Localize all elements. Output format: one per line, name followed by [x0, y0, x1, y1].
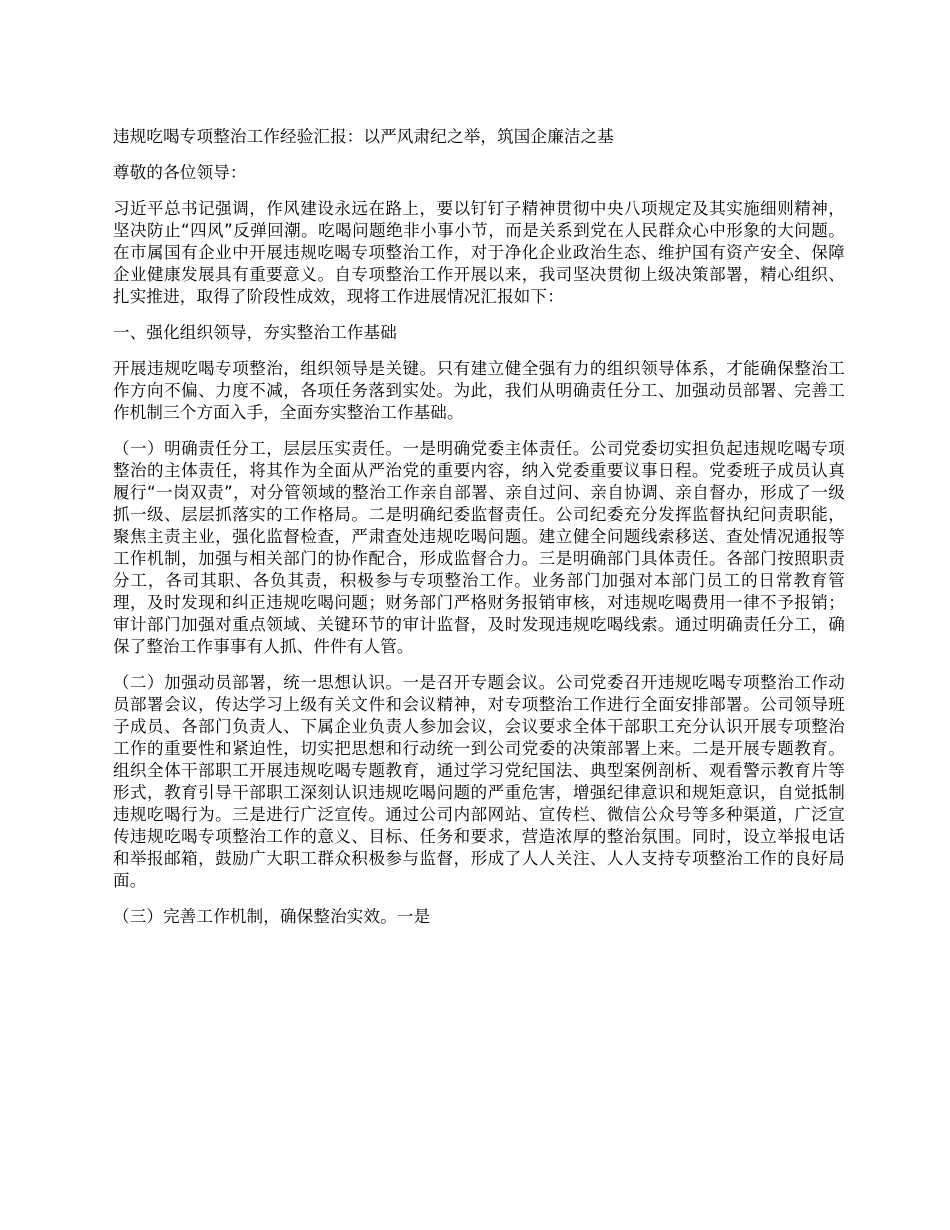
salutation: 尊敬的各位领导： — [113, 163, 247, 182]
subsection-1-paragraph: （一）明确责任分工，层层压实责任。一是明确党委主体责任。公司党委切实担负起违规吃喝专项整治的主体责任，将其作为全面从严治党的重要内容，纳入党委重要议事日程。党委班子成员认真履行“一岗双责”，对分管领域的整治工作亲自部署、亲自过问、亲自协调、亲自督办，形成了一级抓一级、层层抓落实的工作格局。二是明确纪委监督责任。公司纪委充分发挥监督执纪问责职能，聚焦主责主业，强化监督检查，严肃查处违规吃喝问题。建立健全问题线索移送、查处情况通报等工作机制，加强与相关部门的协作配合，形成监督合力。三是明确部门具体责任。各部门按照职责分工，各司其职、各负其责，积极参与专项整治工作。业务部门加强对本部门员工的日常教育管理，及时发现和纠正违规吃喝问题；财务部门严格财务报销审核，对违规吃喝费用一律不予报销；审计部门加强对重点领域、关键环节的审计监督，及时发现违规吃喝线索。通过明确责任分工，确保了整治工作事事有人抓、件件有人管。 — [113, 439, 845, 656]
subsection-2-paragraph: （二）加强动员部署，统一思想认识。一是召开专题会议。公司党委召开违规吃喝专项整治工作动员部署会议，传达学习上级有关文件和会议精神，对专项整治工作进行全面安排部署。公司领导班子成员、各部门负责人、下属企业负责人参加会议，会议要求全体干部职工充分认识开展专项整治工作的重要性和紧迫性，切实把思想和行动统一到公司党委的决策部署上来。二是开展专题教育。组织全体干部职工开展违规吃喝专题教育，通过学习党纪国法、典型案例剖析、观看警示教育片等形式，教育引导干部职工深刻认识违规吃喝问题的严重危害，增强纪律意识和规矩意识，自觉抵制违规吃喝行为。三是进行广泛宣传。通过公司内部网站、宣传栏、微信公众号等多种渠道，广泛宣传违规吃喝专项整治工作的意义、目标、任务和要求，营造浓厚的整治氛围。同时，设立举报电话和举报邮箱，鼓励广大职工群众积极参与监督，形成了人人关注、人人支持专项整治工作的良好局面。 — [113, 673, 845, 890]
document-page — [113, 126, 845, 942]
intro-paragraph: 习近平总书记强调，作风建设永远在路上，要以钉钉子精神贯彻中央八项规定及其实施细则精神，坚决防止“四风”反弹回潮。吃喝问题绝非小事小节，而是关系到党在人民群众心中形象的大问题。在市属国有企业中开展违规吃喝专项整治工作，对于净化企业政治生态、维护国有资产安全、保障企业健康发展具有重要意义。自专项整治工作开展以来，我司坚决贯彻上级决策部署，精心组织、扎实推进，取得了阶段性成效，现将工作进展情况汇报如下： — [113, 199, 845, 306]
document-title: 违规吃喝专项整治工作经验汇报：以严风肃纪之举，筑国企廉洁之基 — [113, 127, 614, 146]
section-heading-1: 一、强化组织领导，夯实整治工作基础 — [113, 323, 397, 342]
subsection-3-paragraph: （三）完善工作机制，确保整治实效。一是 — [113, 907, 431, 926]
section-1-intro-paragraph: 开展违规吃喝专项整治，组织领导是关键。只有建立健全强有力的组织领导体系，才能确保整治工作方向不偏、力度不减，各项任务落到实处。为此，我们从明确责任分工、加强动员部署、完善工作机制三个方面入手，全面夯实整治工作基础。 — [113, 359, 845, 422]
